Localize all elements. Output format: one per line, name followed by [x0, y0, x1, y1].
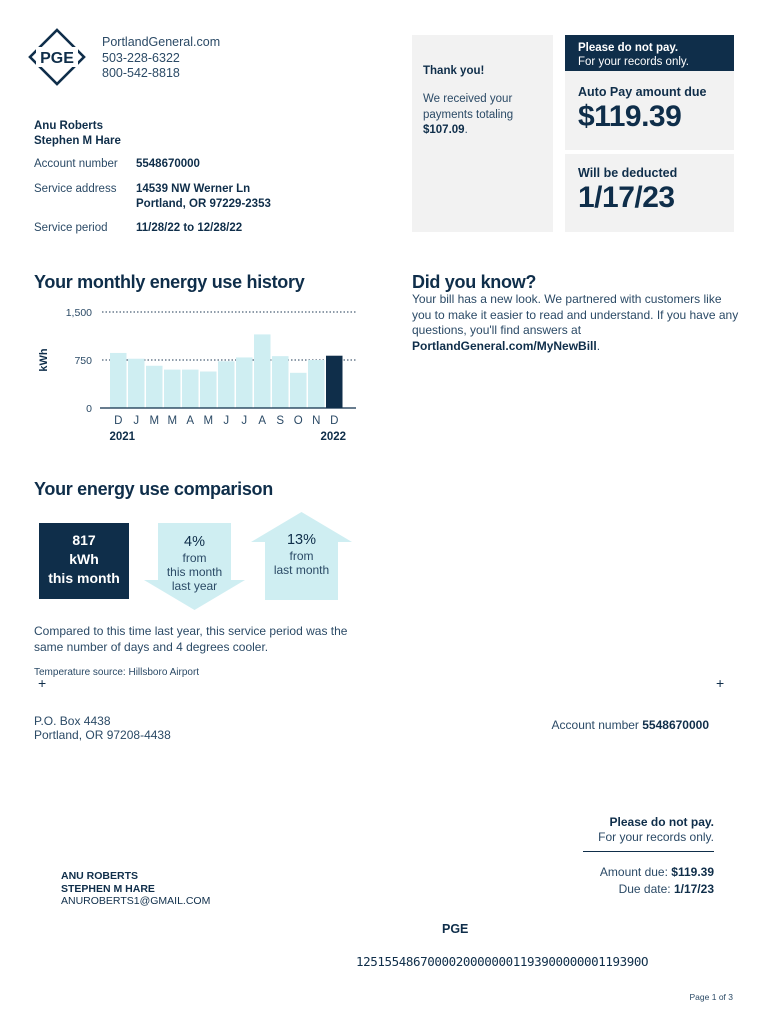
customer-name-1: Anu Roberts — [34, 120, 103, 132]
bar — [164, 370, 181, 408]
year-label-end: 2022 — [320, 431, 347, 443]
this-month-kwh-unit: kWh — [69, 551, 99, 567]
mailing-email: ANUROBERTS1@GMAIL.COM — [61, 895, 211, 907]
thank-you-title: Thank you! — [423, 65, 485, 77]
remit-do-not-pay — [598, 815, 714, 845]
comparison-note: Compared to this time last year, this service period was the same number of days and 4 degrees cooler. — [34, 624, 348, 654]
this-month-kwh-value: 817 — [72, 532, 96, 548]
service-period-value: 11/28/22 to 12/28/22 — [136, 222, 243, 234]
x-tick-label: A — [258, 415, 267, 427]
service-period-label: Service period — [34, 222, 108, 234]
service-address-line2: Portland, OR 97229-2353 — [136, 197, 271, 210]
energy-history-chart — [30, 300, 360, 450]
remit-divider — [583, 851, 714, 852]
service-address-label: Service address — [34, 183, 117, 195]
x-tick-label: M — [203, 415, 214, 427]
bar — [272, 356, 289, 408]
bar — [236, 357, 253, 408]
x-tick-label: M — [149, 415, 160, 427]
deduction-label: Will be deducted — [578, 166, 678, 180]
svg-text:PGE: PGE — [40, 50, 74, 67]
amount-due-value: $119.39 — [671, 865, 714, 879]
x-tick-label: M — [167, 415, 178, 427]
this-month-caption: this month — [48, 570, 120, 586]
did-you-know-body: Your bill has a new look. We partnered with customers like you to make it easier to read and understand. If you have any questions, you'll find answers at — [412, 292, 739, 337]
do-not-pay-subtitle: For your records only. — [578, 56, 689, 68]
due-date-value: 1/17/23 — [673, 882, 714, 896]
mailing-name2: STEPHEN M HARE — [61, 882, 155, 895]
thank-you-text — [423, 92, 542, 139]
service-address-value — [136, 182, 356, 211]
y-tick-label: 750 — [74, 355, 92, 367]
yoy-line1: from — [182, 551, 207, 565]
remit-account-number — [552, 718, 709, 732]
yoy-line3: last year — [171, 579, 218, 593]
do-not-pay-title: Please do not pay. — [578, 42, 679, 54]
autopay-box — [565, 71, 734, 150]
page-number: Page 1 of 3 — [689, 992, 733, 1002]
y-tick-label: 1,500 — [65, 307, 92, 319]
mynewbill-link[interactable]: PortlandGeneral.com/MyNewBill — [412, 338, 597, 353]
bar — [182, 370, 199, 408]
crosshair-mark-left: + — [38, 675, 47, 691]
customer-names — [34, 119, 121, 149]
phone-tollfree[interactable]: 800-542-8818 — [102, 66, 180, 80]
x-tick-label: J — [223, 415, 230, 427]
pobox-line2: Portland, OR 97208-4438 — [34, 727, 171, 742]
yoy-percent: 4% — [184, 534, 205, 550]
thank-you-text-post: . — [464, 124, 468, 136]
phone-local[interactable]: 503-228-6322 — [102, 50, 180, 65]
x-tick-label: D — [330, 415, 339, 427]
return-address — [34, 715, 171, 742]
bar — [326, 356, 343, 408]
x-tick-label: D — [114, 415, 123, 427]
remit-do-not-pay-title: Please do not pay. — [609, 815, 714, 829]
mailing-address — [61, 870, 210, 908]
did-you-know-text — [412, 292, 742, 354]
remit-do-not-pay-subtitle: For your records only. — [598, 830, 714, 844]
amount-due-row — [600, 864, 714, 881]
temperature-source: Temperature source: Hillsboro Airport — [34, 667, 200, 678]
bar — [218, 361, 235, 408]
thank-you-box — [412, 35, 553, 232]
website-link[interactable]: PortlandGeneral.com — [102, 35, 221, 49]
amount-due-label: Amount due: — [599, 865, 672, 879]
due-date-label: Due date: — [618, 882, 674, 896]
did-you-know-end: . — [596, 338, 601, 353]
y-axis-label: kWh — [38, 348, 50, 372]
x-tick-label: A — [186, 415, 195, 427]
mom-line2: last month — [273, 563, 330, 577]
pge-logo — [28, 28, 86, 86]
bar — [146, 366, 163, 408]
deduction-box — [565, 154, 734, 232]
mom-percent: 13% — [286, 532, 317, 548]
payment-total: $107.09 — [423, 124, 465, 136]
bar — [254, 334, 271, 408]
crosshair-mark-right: + — [716, 675, 725, 691]
month-over-month-change — [265, 531, 338, 577]
mailing-name1: ANU ROBERTS — [61, 870, 139, 882]
bar — [200, 372, 217, 408]
due-date-row — [600, 881, 714, 898]
year-over-year-change — [154, 533, 235, 593]
thank-you-text-pre: We received your payments totaling — [423, 93, 514, 121]
remit-pge-label: PGE — [442, 922, 469, 936]
x-tick-label: O — [293, 415, 303, 427]
bar — [128, 359, 145, 408]
comparison-title: Your energy use comparison — [34, 479, 273, 499]
x-tick-label: J — [241, 415, 248, 427]
do-not-pay-banner — [565, 35, 734, 71]
this-month-usage-box — [39, 523, 129, 599]
service-address-line1: 14539 NW Werner Ln — [136, 183, 251, 195]
autopay-amount: $119.39 — [578, 100, 682, 133]
did-you-know-title: Did you know? — [412, 272, 537, 292]
customer-name-2: Stephen M Hare — [34, 135, 121, 147]
contact-block — [102, 35, 220, 82]
remit-account-value: 5548670000 — [642, 718, 709, 732]
mom-line1: from — [289, 549, 314, 563]
year-label-start: 2021 — [109, 431, 136, 443]
bar — [110, 353, 127, 408]
history-title: Your monthly energy use history — [34, 272, 305, 292]
y-tick-label: 0 — [86, 403, 92, 415]
x-tick-label: S — [276, 415, 285, 427]
remit-account-label: Account number — [551, 718, 643, 732]
ocr-scanline: 1251554867000020000000119390000000119390O — [356, 954, 649, 969]
deduction-date: 1/17/23 — [578, 181, 675, 214]
x-tick-label: N — [312, 415, 321, 427]
bar — [308, 360, 325, 408]
yoy-line2: this month — [166, 565, 223, 579]
remit-amount-due — [600, 864, 714, 898]
account-number-value: 5548670000 — [136, 158, 200, 170]
bar — [290, 373, 307, 408]
account-number-label: Account number — [34, 158, 118, 170]
x-tick-label: J — [133, 415, 140, 427]
pobox-line1: P.O. Box 4438 — [34, 714, 111, 728]
autopay-label: Auto Pay amount due — [578, 85, 707, 99]
